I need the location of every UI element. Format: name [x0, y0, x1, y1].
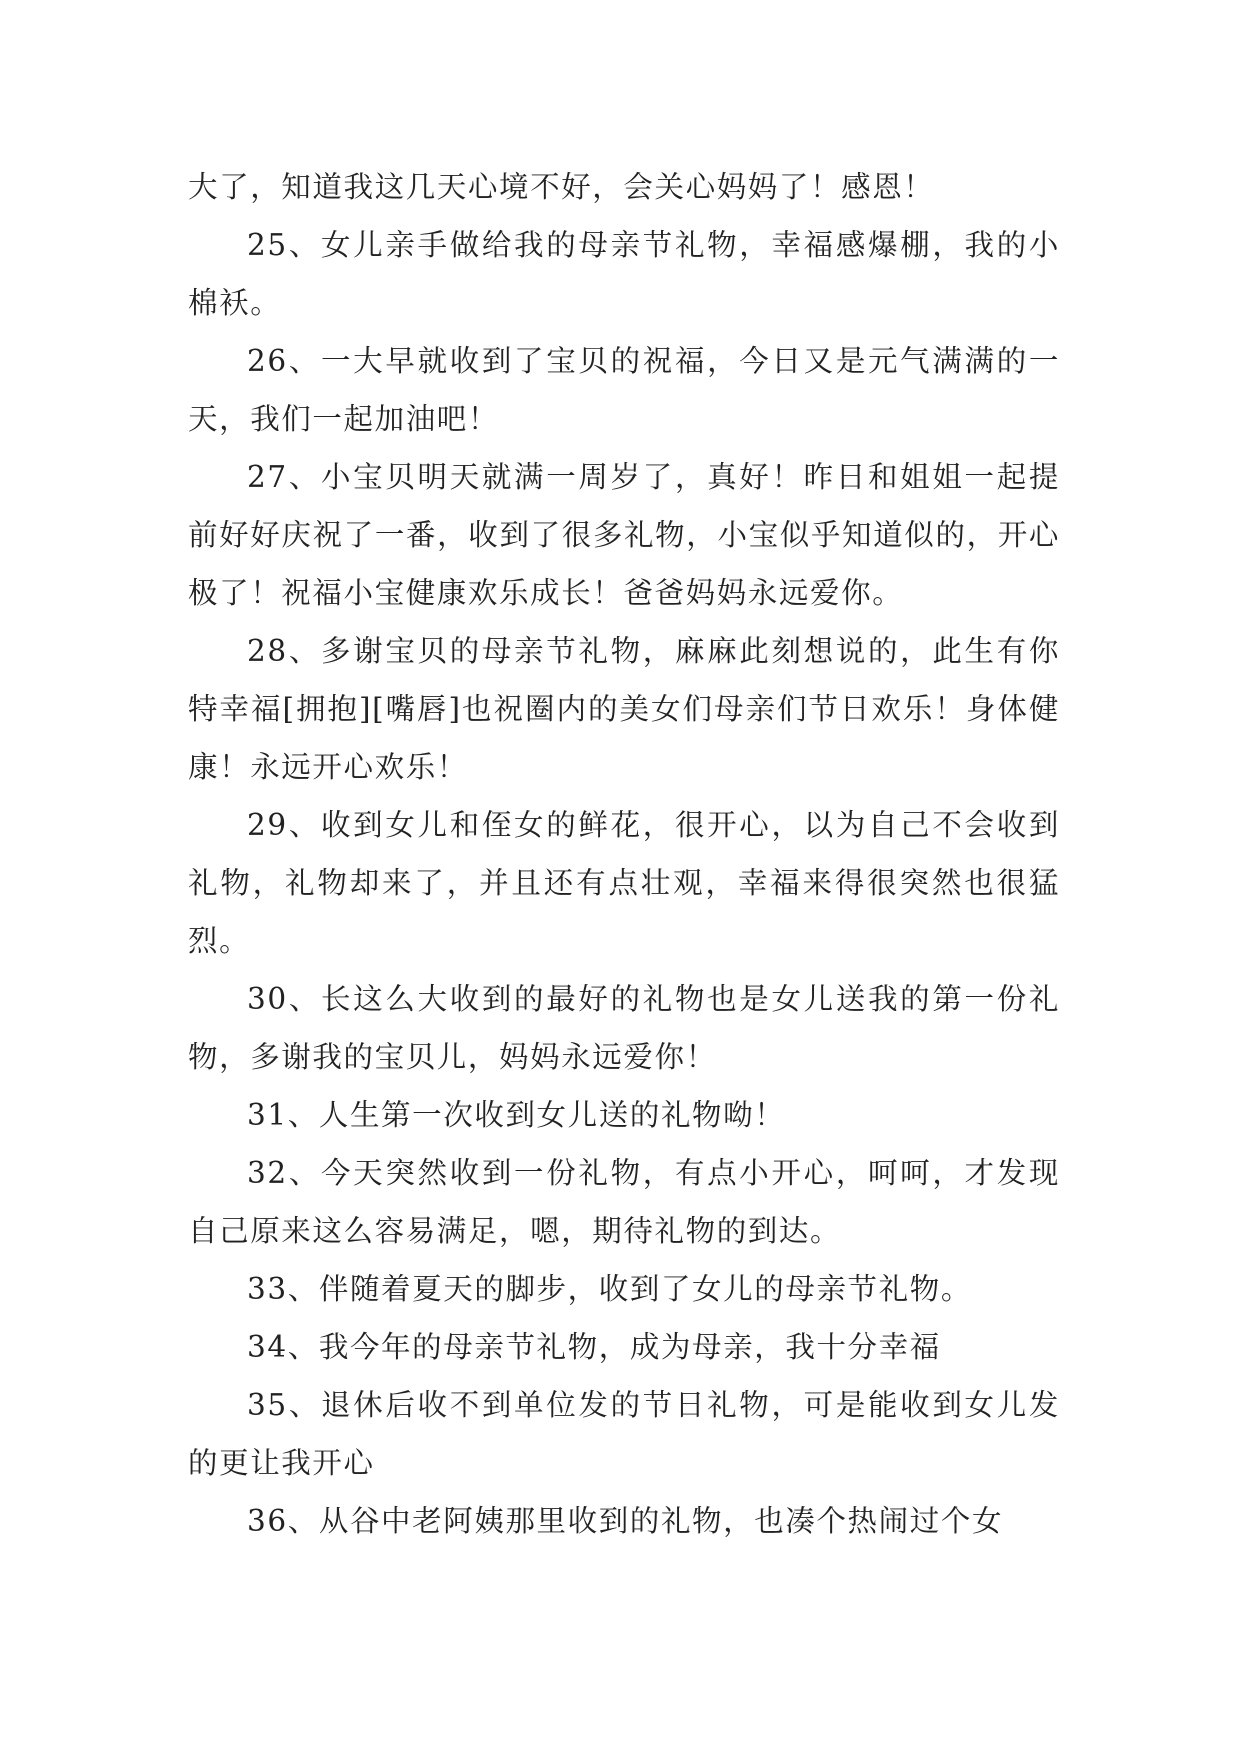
paragraph-continued: 大了，知道我这几天心境不好，会关心妈妈了！感恩！ [188, 170, 935, 204]
paragraph-32: 32、今天突然收到一份礼物，有点小开心，呵呵，才发现自己原来这么容易满足，嗯，期待礼物的到达。 [188, 1156, 1060, 1248]
paragraph-36: 36、从谷中老阿姨那里收到的礼物，也凑个热闹过个女 [247, 1504, 1004, 1538]
paragraph-26: 26、一大早就收到了宝贝的祝福，今日又是元气满满的一天，我们一起加油吧！ [188, 344, 1060, 436]
paragraph-31: 31、人生第一次收到女儿送的礼物呦！ [247, 1098, 786, 1132]
paragraph-33: 33、伴随着夏天的脚步，收到了女儿的母亲节礼物。 [247, 1272, 972, 1306]
paragraph-29: 29、收到女儿和侄女的鲜花，很开心，以为自己不会收到礼物，礼物却来了，并且还有点壮观，幸福来得很突然也很猛烈。 [188, 808, 1060, 958]
paragraph-34: 34、我今年的母亲节礼物，成为母亲，我十分幸福 [247, 1330, 941, 1364]
paragraph-35: 35、退休后收不到单位发的节日礼物，可是能收到女儿发的更让我开心 [188, 1388, 1060, 1480]
paragraph-30: 30、长这么大收到的最好的礼物也是女儿送我的第一份礼物，多谢我的宝贝儿，妈妈永远爱你！ [188, 982, 1060, 1074]
paragraph-25: 25、女儿亲手做给我的母亲节礼物，幸福感爆棚，我的小棉袄。 [188, 228, 1060, 320]
paragraph-28: 28、多谢宝贝的母亲节礼物，麻麻此刻想说的，此生有你特幸福[拥抱][嘴唇]也祝圈内的美女们母亲们节日欢乐！身体健康！永远开心欢乐！ [188, 634, 1060, 784]
paragraph-27: 27、小宝贝明天就满一周岁了，真好！昨日和姐姐一起提前好好庆祝了一番，收到了很多礼物，小宝似乎知道似的，开心极了！祝福小宝健康欢乐成长！爸爸妈妈永远爱你。 [188, 460, 1060, 610]
document-body [188, 158, 1060, 1550]
